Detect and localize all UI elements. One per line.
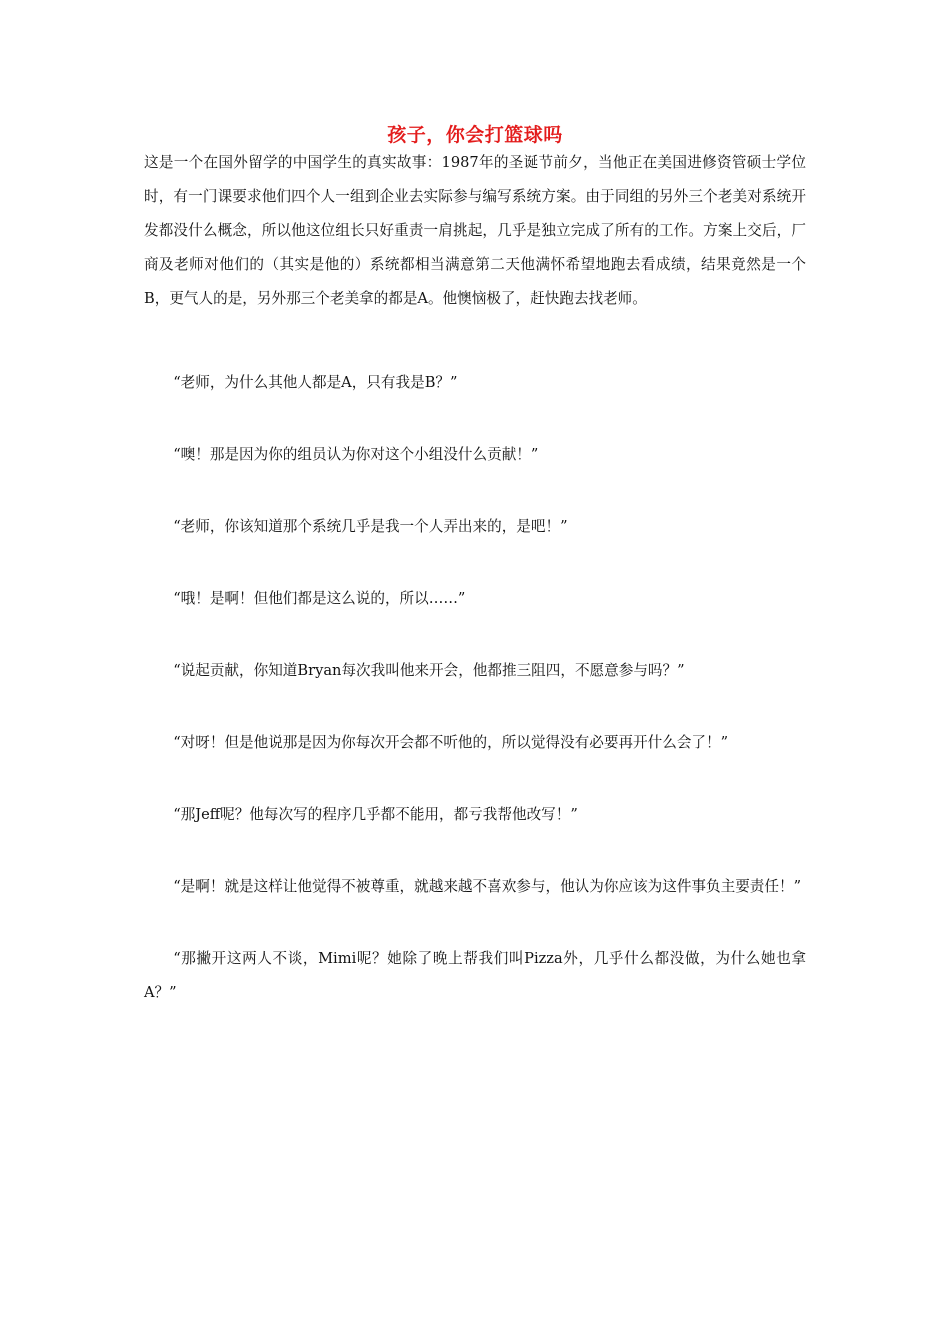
dialogue-paragraph: “那撇开这两人不谈，Mimi呢？她除了晚上帮我们叫Pizza外，几乎什么都没做，为什么她也拿A？” [144, 950, 806, 1001]
dialogue-paragraph: “老师，为什么其他人都是A，只有我是B？” [173, 374, 458, 391]
dialogue-paragraph: “是啊！就是这样让他觉得不被尊重，就越来越不喜欢参与，他认为你应该为这件事负主要责任！” [173, 878, 802, 895]
document-title: 孩子，你会打篮球吗 [387, 124, 563, 146]
intro-paragraph: 这是一个在国外留学的中国学生的真实故事：1987年的圣诞节前夕，当他正在美国进修资管硕士学位时，有一门课要求他们四个人一组到企业去实际参与编写系统方案。由于同组的另外三个老美对系统开发都没什么概念，所以他这位组长只好重责一肩挑起，几乎是独立完成了所有的工作。方案上交后，厂商及老师对他们的（其实是他的）系统都相当满意第二天他满怀希望地跑去看成绩，结果竟然是一个B，更气人的是，另外那三个老美拿的都是A。他懊恼极了，赶快跑去找老师。 [144, 154, 806, 307]
document-body [144, 146, 806, 1010]
dialogue-paragraph: “老师，你该知道那个系统几乎是我一个人弄出来的，是吧！” [173, 518, 568, 535]
dialogue-paragraph: “哦！是啊！但他们都是这么说的，所以……” [173, 590, 466, 607]
dialogue-paragraph: “对呀！但是他说那是因为你每次开会都不听他的，所以觉得没有必要再开什么会了！” [173, 734, 729, 751]
dialogue-paragraph: “说起贡献，你知道Bryan每次我叫他来开会，他都推三阻四，不愿意参与吗？” [173, 662, 685, 679]
dialogue-paragraph: “那Jeff呢？他每次写的程序几乎都不能用，都亏我帮他改写！” [173, 806, 578, 823]
dialogue-paragraph: “噢！那是因为你的组员认为你对这个小组没什么贡献！” [173, 446, 539, 463]
